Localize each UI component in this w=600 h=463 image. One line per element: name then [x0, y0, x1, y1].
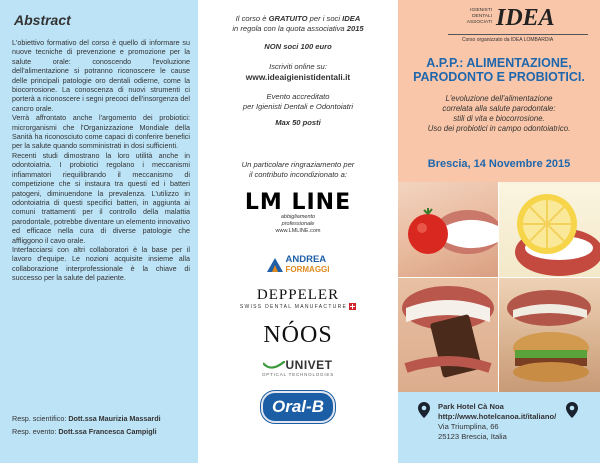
course-subtitle: L'evoluzione dell'alimentazione correlata alla salute parodontale: stili di vita e biocorrosione. Uso dei probiotici in campo odontoiatrico.	[427, 94, 571, 133]
non-members-price: NON soci 100 euro	[264, 42, 332, 51]
course-title: A.P.P.: ALIMENTAZIONE, PARODONTO E PROBIOTICI.	[413, 56, 585, 84]
venue-website-link[interactable]: http://www.hotelcanoa.it/italiano/	[438, 412, 557, 421]
signup-info: Iscriviti online su: www.ideaigienistidentali.it	[245, 62, 351, 82]
venue-street: Via Triumplina, 66	[438, 422, 499, 431]
abstract-panel	[0, 0, 198, 463]
idea-logo: IDEA	[496, 5, 555, 31]
photo-collage	[398, 182, 600, 392]
signup-link[interactable]: www.ideaigienistidentali.it	[245, 72, 351, 82]
resp-event: Resp. evento: Dott.ssa Francesca Campigli	[12, 427, 157, 436]
max-seats: Max 50 posti	[275, 118, 321, 127]
swiss-flag-icon	[349, 303, 356, 310]
venue-block	[398, 392, 600, 463]
andrea-formaggi-logo: ANDREA FORMAGGI	[198, 255, 398, 277]
thanks-note: Un particolare ringraziamento per il contributo incondizionato a:	[241, 160, 355, 179]
photo-lemon	[499, 182, 600, 277]
venue-address	[438, 402, 588, 442]
deppeler-logo: DEPPELER SWISS DENTAL MANUFACTURE	[198, 288, 398, 310]
venue-name: Park Hotel Cà Noa	[438, 402, 504, 411]
cover-panel	[398, 0, 600, 463]
resp-scientific: Resp. scientifico: Dott.ssa Maurizia Massardi	[12, 414, 161, 423]
info-panel	[198, 0, 398, 463]
abstract-body	[12, 38, 190, 283]
location-pin-icon	[418, 402, 430, 418]
univet-logo: UNIVET OPTICAL TECHNOLOGIES	[261, 358, 334, 377]
abstract-paragraph: L'obiettivo formativo del corso è quello di informare su nuove tecniche di prevenzione e promozione per la salute orale: conoscendo l'evoluzione dell'alimentazione si potranno riconoscere le cause delle principali patologie oro dentali odierne, come la biocorrosione. La conoscenza di nuovi strumenti ci porterà a riconoscere i segni precoci dell'insorgenza del cancro orale.	[12, 38, 190, 113]
abstract-title: Abstract	[14, 12, 71, 28]
event-date: Brescia, 14 Novembre 2015	[427, 158, 571, 170]
venue-city: 25123 Brescia, Italia	[438, 432, 507, 441]
lm-line-logo: LM LINE abbigliamento professionale www.LMLINE.com	[244, 190, 352, 234]
accreditation-note: Evento accreditato per Igienisti Dentali e Odontoiatri	[242, 92, 354, 111]
photo-chocolate	[398, 278, 498, 392]
cover-header	[398, 0, 600, 182]
organizer-caption: Corso organizzato da IDEA LOMBARDIA	[462, 37, 554, 43]
abstract-paragraph: Recenti studi dimostrano la loro utilità anche in odontoiatria. I probiotici regolano i meccanismi infiammatori riequilibrando il meccanismo di competizione che si instaura tra questi ed i batteri patogeni, diminuendone la prevalenza. L'utilizzo in odontoiatria di questi specifici batteri, in aggiunta ai comuni trattamenti per il controllo della malattia parodontale, potrebbe diventare un elemento innovativo ed efficace nella cura di diverse patologie che affliggono il cavo orale.	[12, 150, 190, 245]
photo-tomato	[398, 182, 498, 277]
idea-tagline: IGIENISTI DENTALI ASSOCIATI	[466, 8, 492, 25]
andrea-mountain-icon	[267, 258, 283, 272]
abstract-paragraph: Interfacciarsi con altri collaboratori è la base per il lavoro d'equipe. Le nozioni acquisite insieme alla collaborazione interprofessionale è la chiave di successo per la salute del paziente.	[12, 244, 190, 283]
divider	[448, 34, 588, 35]
photo-burger	[499, 278, 600, 392]
univet-check-icon	[263, 361, 285, 371]
free-course-note: Il corso è GRATUITO per i soci IDEA in regola con la quota associativa 2015	[232, 14, 364, 33]
abstract-paragraph: Verrà affrontato anche l'argomento dei probiotici: microrganismi che l'Organizzazione Mondiale della Sanità ha riconosciuto come capaci di conferire benefici per la salute quando somministrati in dosi sufficienti.	[12, 113, 190, 151]
oral-b-logo: Oral-B	[198, 391, 398, 423]
noos-logo: NÓOS	[263, 322, 333, 348]
